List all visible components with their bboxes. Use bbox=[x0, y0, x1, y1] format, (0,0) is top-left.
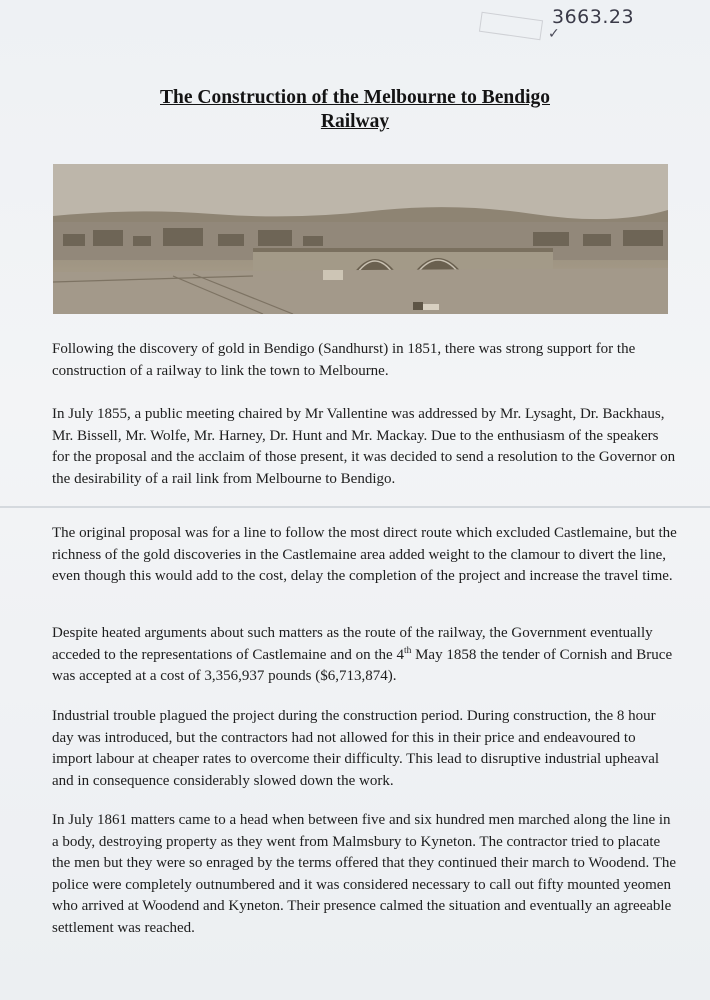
faded-stamp bbox=[479, 12, 543, 40]
paragraph-text-part: May 1858 the tender of Cornish and Bruce was accepted at a cost of 3,356,937 pounds ($6,713,874). bbox=[52, 646, 673, 684]
title-line-1: The Construction of the Melbourne to Bendigo bbox=[160, 87, 550, 108]
paragraph-text: In July 1855, a public meeting chaired by Mr Vallentine was addressed by Mr. Lysaght, Dr. Backhaus, Mr. Bissell, Mr. Wolfe, Mr. Harney, Dr. Hunt and Mr. Mackay. Due to the enthusiasm of the speakers for the proposal and the acclaim of those present, it was decided to send a resolution to the Governor on the desirability of a rail link from Melbourne to Bendigo. bbox=[52, 406, 676, 487]
check-mark-icon: ✓ bbox=[548, 26, 560, 42]
paragraph-3 bbox=[52, 523, 677, 588]
paragraph-text: Following the discovery of gold in Bendigo (Sandhurst) in 1851, there was strong support for the construction of a railway to link the town to Melbourne. bbox=[52, 341, 636, 379]
paragraph-text bbox=[52, 623, 677, 688]
paragraph-text-part: Despite heated arguments about such matters as the route of the railway, the Government eventually acceded to the representations of Castlemaine and on the 4 bbox=[52, 625, 653, 663]
historical-photo bbox=[53, 164, 668, 314]
catalogue-number: 3663.23 bbox=[552, 6, 635, 28]
paragraph-text: In July 1861 matters came to a head when between five and six hundred men marched along the line in a body, destroying property as they went from Malmsbury to Kyneton. The contractor tried to placate the men but they were so enraged by the terms offered that they continued their march to Woodend. The police were completely outnumbered and it was considered necessary to call out fifty mounted yeomen who arrived at Woodend and Kyneton. Their presence calmed the situation and eventually an agreeable settlement was reached. bbox=[52, 812, 677, 936]
paragraph-5 bbox=[52, 706, 677, 792]
paragraph-text: Industrial trouble plagued the project during the construction period. During construction, the 8 hour day was introduced, but the contractors had not allowed for this in their price and endeavoured to import labour at cheaper rates to overcome their difficulty. This lead to disruptive industrial upheaval and in consequence considerably slowed down the work. bbox=[52, 708, 660, 789]
paragraph-1 bbox=[52, 339, 677, 382]
paragraph-2 bbox=[52, 404, 677, 490]
page-fold bbox=[0, 506, 710, 508]
document-title bbox=[0, 86, 710, 134]
ordinal-suffix: th bbox=[403, 645, 412, 656]
paragraph-6 bbox=[52, 810, 677, 939]
paragraph-text: The original proposal was for a line to follow the most direct route which excluded Castlemaine, but the richness of the gold discoveries in the Castlemaine area added weight to the clamour to divert the line, even though this would add to the cost, delay the completion of the project and increase the travel time. bbox=[52, 525, 677, 584]
paragraph-4 bbox=[52, 623, 677, 688]
title-line-2: Railway bbox=[320, 111, 390, 132]
